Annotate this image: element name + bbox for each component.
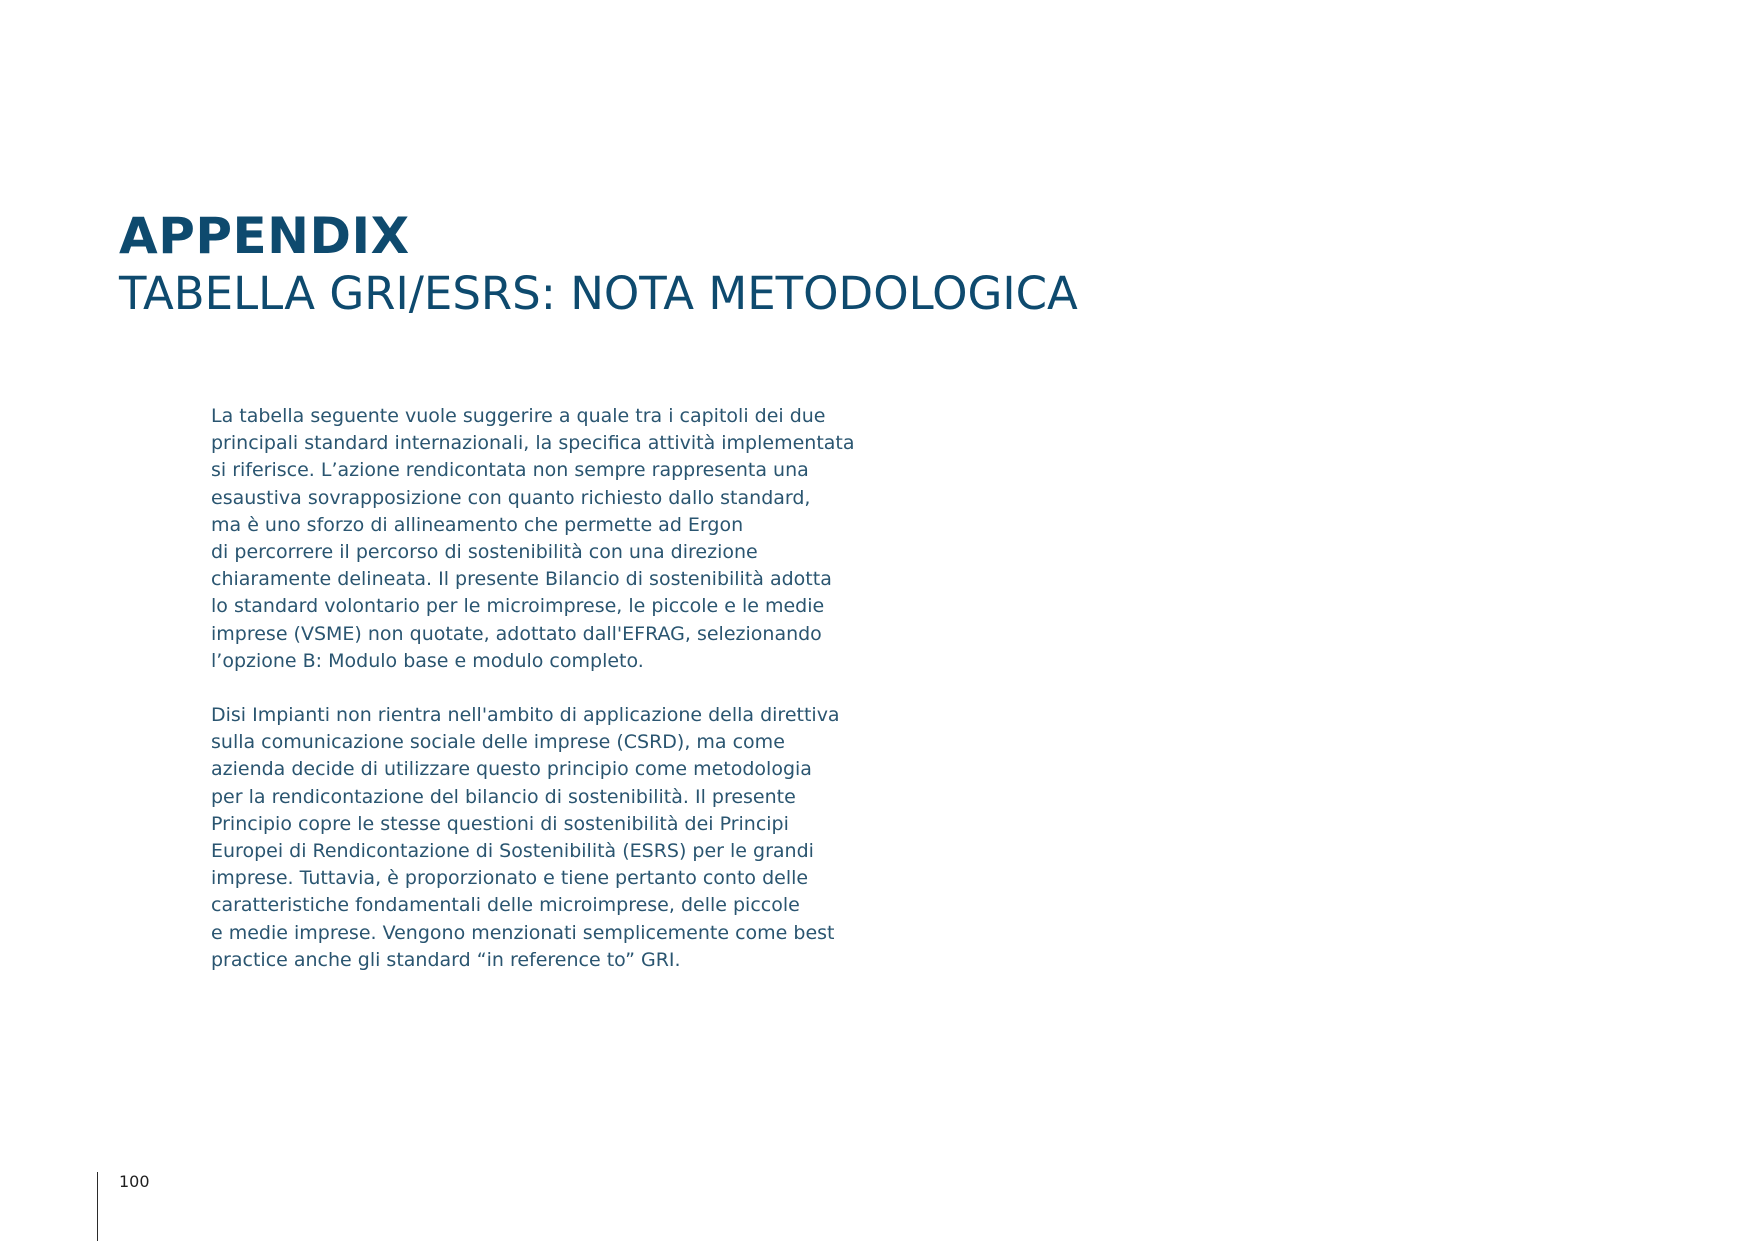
text-line: esaustiva sovrapposizione con quanto richiesto dallo standard, <box>211 486 811 509</box>
text-line: lo standard volontario per le microimprese, le piccole e le medie <box>211 595 825 618</box>
text-line: l’opzione B: Modulo base e modulo completo. <box>211 649 644 672</box>
text-line: sulla comunicazione sociale delle imprese (CSRD), ma come <box>211 731 785 754</box>
text-line: ma è uno sforzo di allineamento che permette ad Ergon <box>211 513 744 536</box>
page-number: 100 <box>119 1172 150 1191</box>
text-line: practice anche gli standard “in reference to” GRI. <box>211 948 681 971</box>
text-line: Disi Impianti non rientra nell'ambito di applicazione della direttiva <box>211 704 840 727</box>
text-line: per la rendicontazione del bilancio di sostenibilità. Il presente <box>211 785 796 808</box>
text-line: e medie imprese. Vengono menzionati semplicemente come best <box>211 921 835 944</box>
text-line: Principio copre le stesse questioni di sostenibilità dei Principi <box>211 812 789 835</box>
text-line: si riferisce. L’azione rendicontata non sempre rappresenta una <box>211 459 809 482</box>
page-title: TABELLA GRI/ESRS: NOTA METODOLOGICA <box>119 267 1078 320</box>
text-line: caratteristiche fondamentali delle microimprese, delle piccole <box>211 894 800 917</box>
text-line: azienda decide di utilizzare questo principio come metodologia <box>211 758 812 781</box>
text-line: imprese. Tuttavia, è proporzionato e tiene pertanto conto delle <box>211 867 809 890</box>
text-line: chiaramente delineata. Il presente Bilancio di sostenibilità adotta <box>211 568 832 591</box>
text-line: principali standard internazionali, la specifica attività implementata <box>211 432 855 455</box>
body-text <box>211 403 911 974</box>
section-title: APPENDIX <box>119 207 410 265</box>
paragraph-1 <box>211 403 911 675</box>
paragraph-2 <box>211 702 911 974</box>
text-line: La tabella seguente vuole suggerire a quale tra i capitoli dei due <box>211 405 826 427</box>
page-heading <box>119 206 1078 324</box>
text-line: Europei di Rendicontazione di Sostenibilità (ESRS) per le grandi <box>211 840 814 863</box>
text-line: di percorrere il percorso di sostenibilità con una direzione <box>211 541 758 564</box>
text-line: imprese (VSME) non quotate, adottato dall'EFRAG, selezionando <box>211 622 822 645</box>
footer-divider <box>97 1172 98 1241</box>
